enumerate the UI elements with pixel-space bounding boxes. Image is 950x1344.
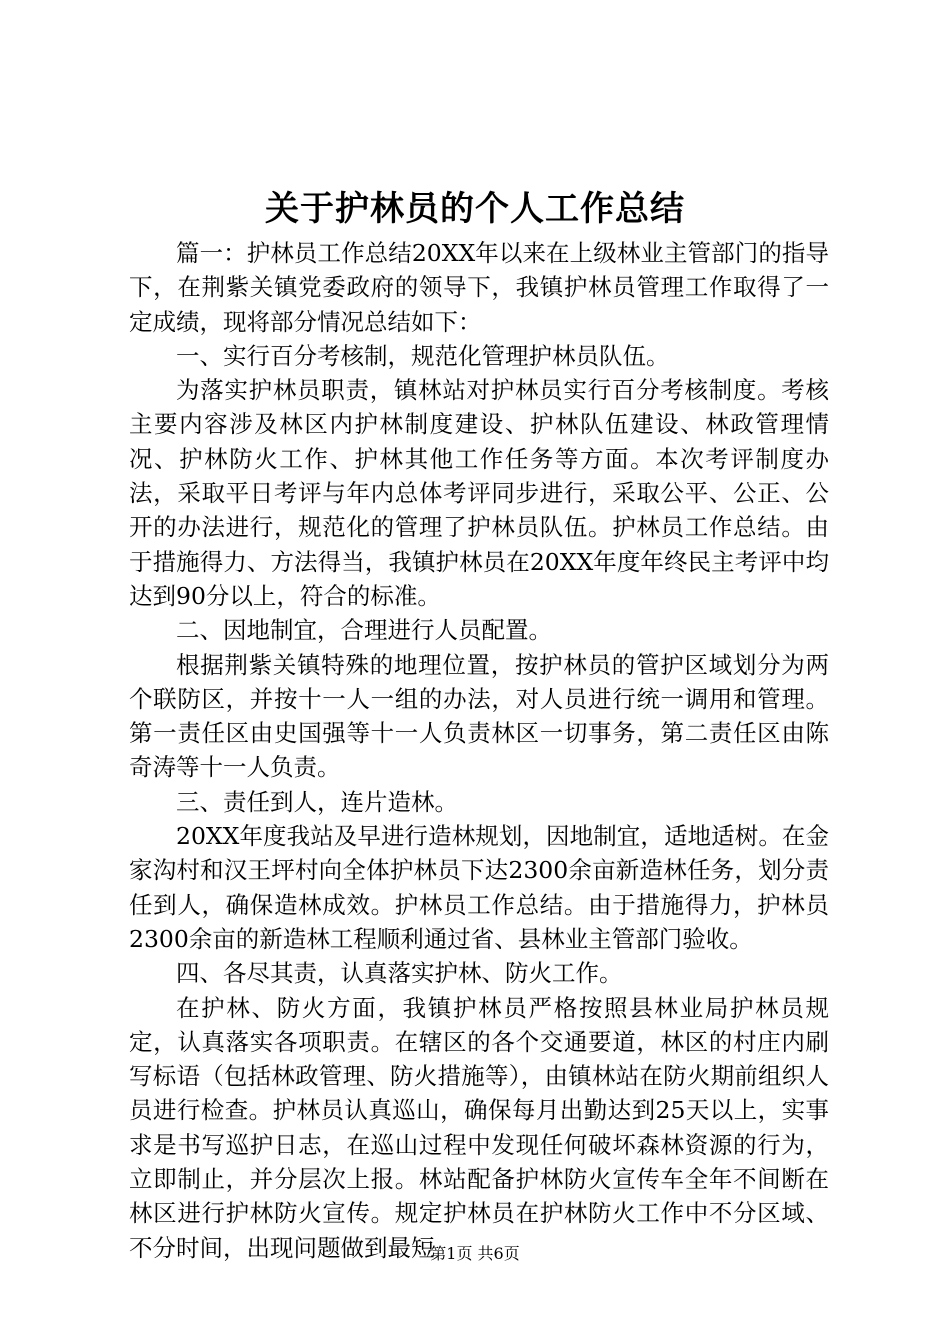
section-heading-4: 四、各尽其责，认真落实护林、防火工作。 <box>176 959 623 988</box>
paragraph-section-4: 在护林、防火方面，我镇护林员严格按照县林业局护林员规定，认真落实各项职责。在辖区的各个交通要道，林区的村庄内刷写标语（包括林政管理、防火措施等），由镇林站在防火期前组织人员进行检查。护林员认真巡山，确保每月出勤达到25天以上，实事求是书写巡护日志，在巡山过程中发现任何破坏森林资源的行为，立即制止，并分层次上报。林站配备护林防火宣传车全年不间断在林区进行护林防火宣传。规定护林员在护林防火工作中不分区域、不分时间，出现问题做到最短 <box>129 993 829 1262</box>
paragraph-section-2: 根据荆紫关镇特殊的地理位置，按护林员的管护区域划分为两个联防区，并按十一人一组的办法，对人员进行统一调用和管理。第一责任区由史国强等十一人负责林区一切事务，第二责任区由陈奇涛等十一人负责。 <box>129 650 829 782</box>
paragraph-section-3: 20XX年度我站及早进行造林规划，因地制宜，适地适树。在金家沟村和汉王坪村向全体护林员下达2300余亩新造林任务，划分责任到人，确保造林成效。护林员工作总结。由于措施得力，护林员2300余亩的新造林工程顺利通过省、县林业主管部门验收。 <box>129 822 829 953</box>
document-body <box>129 236 829 1265</box>
document-title: 关于护林员的个人工作总结 <box>265 189 685 229</box>
section-heading-3: 三、责任到人，连片造林。 <box>176 787 458 816</box>
paragraph-section-1: 为落实护林员职责，镇林站对护林员实行百分考核制度。考核主要内容涉及林区内护林制度建设、护林队伍建设、林政管理情况、护林防火工作、护林其他工作任务等方面。本次考评制度办法，采取平日考评与年内总体考评同步进行，采取公平、公正、公开的办法进行，规范化的管理了护林员队伍。护林员工作总结。由于措施得力、方法得当，我镇护林员在20XX年度年终民主考评中均达到90分以上，符合的标准。 <box>129 376 829 610</box>
section-heading-2: 二、因地制宜，合理进行人员配置。 <box>176 616 552 645</box>
page-number-footer: 第1页 共6页 <box>430 1244 520 1263</box>
section-heading-1: 一、实行百分考核制，规范化管理护林员队伍。 <box>176 341 670 370</box>
paragraph-intro: 篇一：护林员工作总结20XX年以来在上级林业主管部门的指导下，在荆紫关镇党委政府的领导下，我镇护林员管理工作取得了一定成绩，现将部分情况总结如下： <box>129 239 829 336</box>
